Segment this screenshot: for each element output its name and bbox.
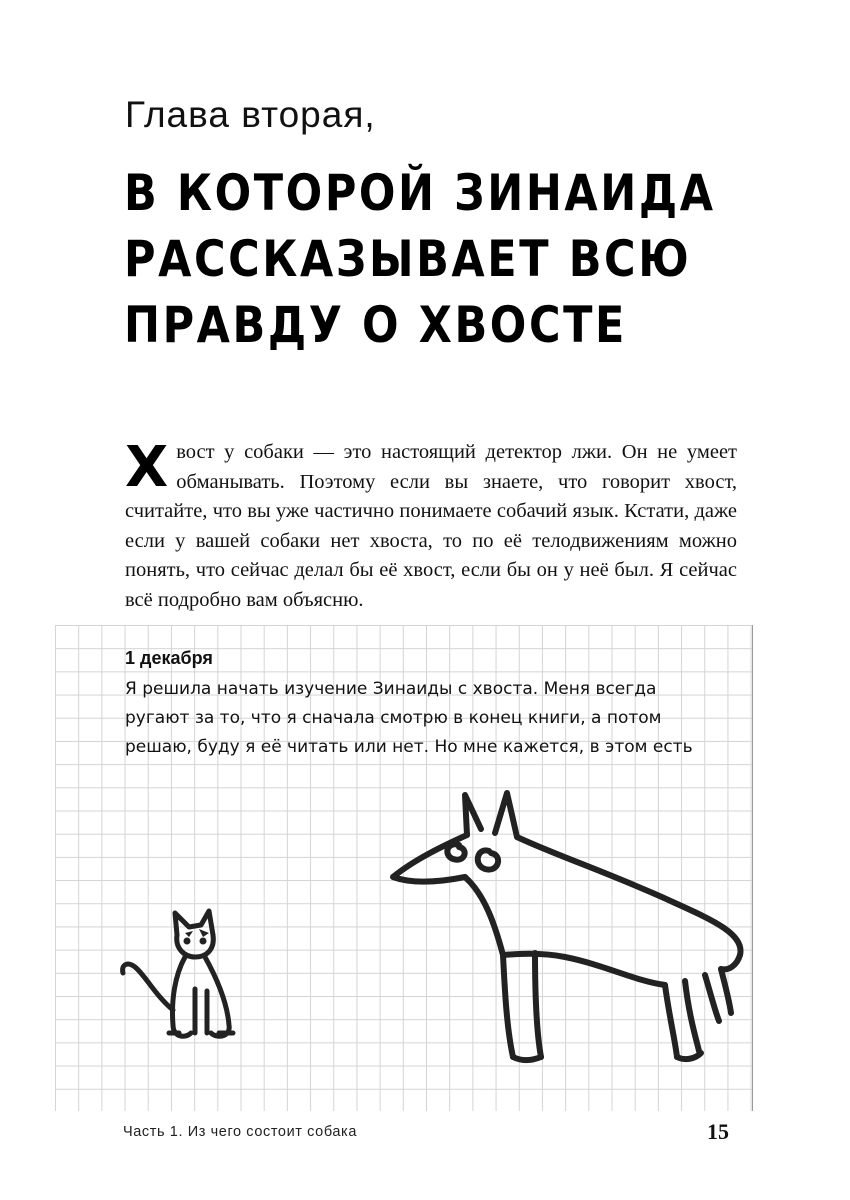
chapter-label: Глава вторая, xyxy=(125,94,376,135)
chapter-title-line: ПРАВДУ О ХВОСТЕ xyxy=(124,296,627,354)
diary-line: Я решила начать изучение Зинаиды с хвоста. Меня всегда xyxy=(125,679,657,699)
chapter-title-line: РАССКАЗЫВАЕТ ВСЮ xyxy=(124,230,692,288)
page-number: 15 xyxy=(707,1119,729,1144)
drop-cap: Х xyxy=(125,435,169,500)
diary-date: 1 декабря xyxy=(125,648,213,668)
diary-line: решаю, буду я её читать или нет. Но мне кажется, в этом есть xyxy=(125,737,693,757)
dog-drawing-icon xyxy=(385,785,755,1085)
body-paragraph xyxy=(125,435,737,615)
chapter-title-line: В КОТОРОЙ ЗИНАИДА xyxy=(124,164,716,222)
body-paragraph-text: вост у собаки — это настоящий детектор лжи. Он не умеет обманывать. Поэтому если вы знаете, что говорит хвост, считайте, что вы уже частично понимаете собачий язык. Кстати, даже если у вашей собаки нет хвоста, то по её телодвижениям можно понять, что сейчас делал бы её хвост, если бы он у неё был. Я сейчас всё подробно вам объясню. xyxy=(125,441,737,611)
diary-entry xyxy=(125,675,740,762)
diary-line: ругают за то, что я сначала смотрю в конец книги, а потом xyxy=(125,708,662,728)
cat-drawing-icon xyxy=(115,905,245,1050)
footer-part-title: Часть 1. Из чего состоит собака xyxy=(123,1124,357,1140)
chapter-title xyxy=(124,160,716,358)
